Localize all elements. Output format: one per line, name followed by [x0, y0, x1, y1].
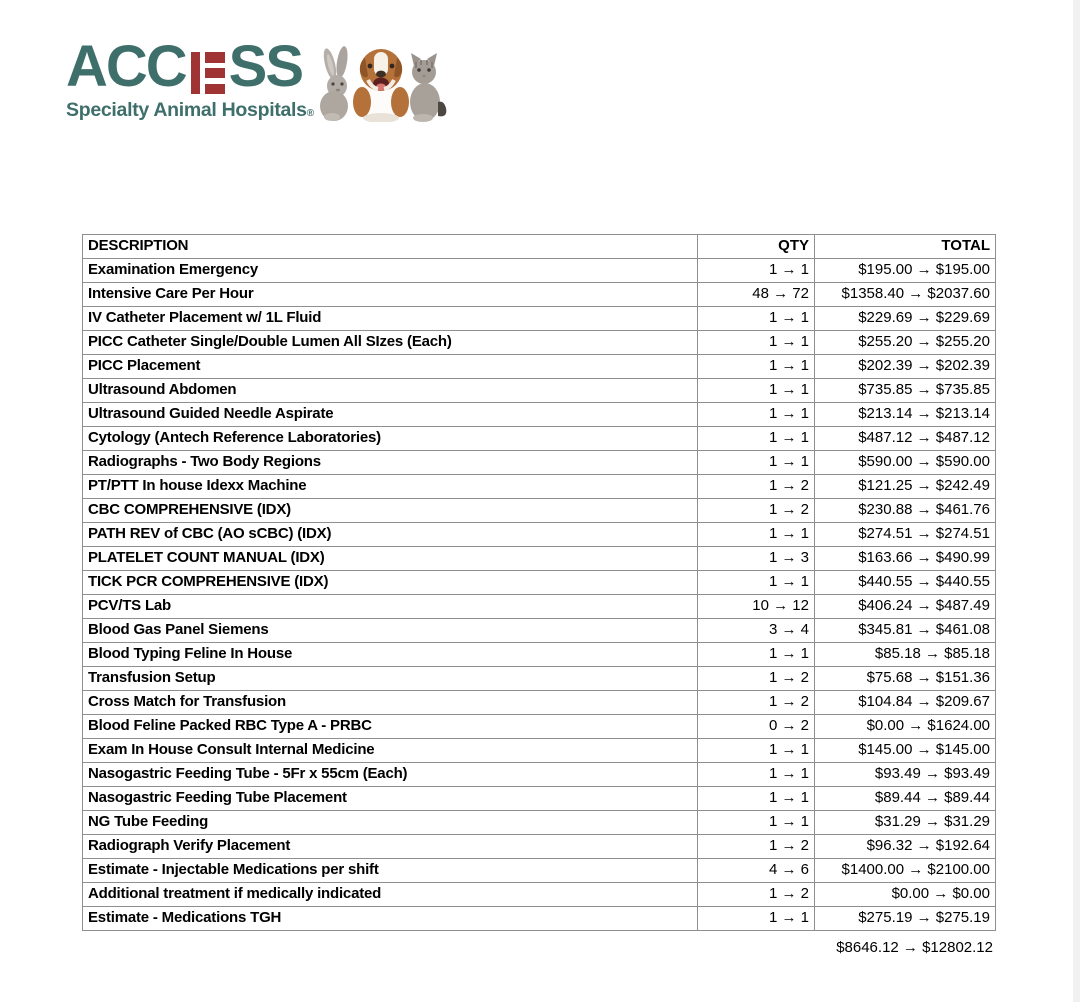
cell-qty: 3 → 4 — [698, 619, 815, 643]
table-row — [83, 595, 996, 619]
cell-total: $96.32 → $192.64 — [815, 835, 996, 859]
table-row — [83, 763, 996, 787]
rabbit-dog-cat-image — [310, 24, 452, 122]
estimate-document — [82, 234, 995, 956]
logo-e-vertical-bar — [191, 52, 200, 94]
cell-description: Ultrasound Guided Needle Aspirate — [83, 403, 698, 427]
estimate-table — [82, 234, 996, 931]
cell-total: $89.44 → $89.44 — [815, 787, 996, 811]
cell-total: $0.00 → $1624.00 — [815, 715, 996, 739]
cell-total: $75.68 → $151.36 — [815, 667, 996, 691]
table-row — [83, 331, 996, 355]
table-row — [83, 619, 996, 643]
cell-description: Examination Emergency — [83, 259, 698, 283]
cell-description: Exam In House Consult Internal Medicine — [83, 739, 698, 763]
header-row — [83, 235, 996, 259]
logo-wordmark-suffix: SS — [228, 34, 303, 99]
cell-description: PLATELET COUNT MANUAL (IDX) — [83, 547, 698, 571]
table-row — [83, 259, 996, 283]
cell-description: PICC Placement — [83, 355, 698, 379]
table-row — [83, 499, 996, 523]
cell-qty: 1 → 1 — [698, 739, 815, 763]
cell-qty: 1 → 1 — [698, 763, 815, 787]
cell-total: $0.00 → $0.00 — [815, 883, 996, 907]
table-row — [83, 859, 996, 883]
cell-qty: 1 → 1 — [698, 571, 815, 595]
cell-description: Transfusion Setup — [83, 667, 698, 691]
cell-total: $145.00 → $145.00 — [815, 739, 996, 763]
cell-description: Radiographs - Two Body Regions — [83, 451, 698, 475]
logo-tagline: Specialty Animal Hospitals® — [66, 99, 314, 121]
cell-total: $202.39 → $202.39 — [815, 355, 996, 379]
table-row — [83, 715, 996, 739]
cell-qty: 1 → 1 — [698, 427, 815, 451]
table-row — [83, 307, 996, 331]
cell-total: $255.20 → $255.20 — [815, 331, 996, 355]
logo-stylized-e — [191, 52, 225, 94]
access-logo — [66, 36, 314, 122]
cell-total: $93.49 → $93.49 — [815, 763, 996, 787]
cell-qty: 1 → 2 — [698, 691, 815, 715]
table-row — [83, 907, 996, 931]
cell-total: $213.14 → $213.14 — [815, 403, 996, 427]
cell-description: TICK PCR COMPREHENSIVE (IDX) — [83, 571, 698, 595]
cell-qty: 1 → 1 — [698, 259, 815, 283]
table-row — [83, 403, 996, 427]
table-row — [83, 379, 996, 403]
cell-qty: 1 → 1 — [698, 523, 815, 547]
cell-qty: 1 → 2 — [698, 883, 815, 907]
column-header-qty: QTY — [698, 235, 815, 259]
registered-trademark-symbol: ® — [306, 108, 314, 119]
table-row — [83, 691, 996, 715]
cell-qty: 1 → 1 — [698, 355, 815, 379]
cell-qty: 1 → 1 — [698, 307, 815, 331]
cell-description: PICC Catheter Single/Double Lumen All SIzes (Each) — [83, 331, 698, 355]
grand-total: $8646.12 → $12802.12 — [836, 939, 993, 956]
cell-total: $229.69 → $229.69 — [815, 307, 996, 331]
table-row — [83, 643, 996, 667]
cell-description: Cytology (Antech Reference Laboratories) — [83, 427, 698, 451]
cell-qty: 1 → 1 — [698, 331, 815, 355]
logo-e-horizontal-bars — [205, 52, 225, 94]
table-row — [83, 787, 996, 811]
cell-qty: 1 → 1 — [698, 451, 815, 475]
column-header-total: TOTAL — [815, 235, 996, 259]
cell-total: $406.24 → $487.49 — [815, 595, 996, 619]
cell-total: $85.18 → $85.18 — [815, 643, 996, 667]
cell-qty: 1 → 2 — [698, 667, 815, 691]
cell-total: $230.88 → $461.76 — [815, 499, 996, 523]
cell-description: Nasogastric Feeding Tube - 5Fr x 55cm (Each) — [83, 763, 698, 787]
cell-description: Estimate - Medications TGH — [83, 907, 698, 931]
cell-qty: 1 → 1 — [698, 403, 815, 427]
cell-qty: 1 → 1 — [698, 907, 815, 931]
cell-qty: 1 → 1 — [698, 787, 815, 811]
logo-wordmark — [66, 34, 314, 99]
cell-description: Blood Typing Feline In House — [83, 643, 698, 667]
cell-total: $104.84 → $209.67 — [815, 691, 996, 715]
cell-qty: 4 → 6 — [698, 859, 815, 883]
cell-total: $345.81 → $461.08 — [815, 619, 996, 643]
table-row — [83, 355, 996, 379]
cell-total: $1400.00 → $2100.00 — [815, 859, 996, 883]
cell-qty: 1 → 1 — [698, 811, 815, 835]
cell-description: Blood Feline Packed RBC Type A - PRBC — [83, 715, 698, 739]
table-row — [83, 835, 996, 859]
cell-description: Cross Match for Transfusion — [83, 691, 698, 715]
cell-qty: 1 → 2 — [698, 835, 815, 859]
cell-qty: 10 → 12 — [698, 595, 815, 619]
table-row — [83, 451, 996, 475]
table-row — [83, 475, 996, 499]
column-header-description: DESCRIPTION — [83, 235, 698, 259]
cell-total: $590.00 → $590.00 — [815, 451, 996, 475]
cell-description: Radiograph Verify Placement — [83, 835, 698, 859]
table-row — [83, 883, 996, 907]
table-row — [83, 811, 996, 835]
cell-total: $735.85 → $735.85 — [815, 379, 996, 403]
cell-total: $1358.40 → $2037.60 — [815, 283, 996, 307]
table-row — [83, 571, 996, 595]
cell-description: Blood Gas Panel Siemens — [83, 619, 698, 643]
cell-description: Additional treatment if medically indicated — [83, 883, 698, 907]
cell-total: $487.12 → $487.12 — [815, 427, 996, 451]
cell-qty: 1 → 1 — [698, 379, 815, 403]
scrollbar-track[interactable] — [1073, 0, 1080, 1002]
cell-total: $31.29 → $31.29 — [815, 811, 996, 835]
table-row — [83, 547, 996, 571]
cell-qty: 0 → 2 — [698, 715, 815, 739]
cell-description: Estimate - Injectable Medications per shift — [83, 859, 698, 883]
cell-description: Nasogastric Feeding Tube Placement — [83, 787, 698, 811]
cell-total: $195.00 → $195.00 — [815, 259, 996, 283]
cell-total: $275.19 → $275.19 — [815, 907, 996, 931]
table-row — [83, 667, 996, 691]
cell-description: Intensive Care Per Hour — [83, 283, 698, 307]
cell-total: $121.25 → $242.49 — [815, 475, 996, 499]
table-header — [83, 235, 996, 259]
cell-total: $440.55 → $440.55 — [815, 571, 996, 595]
cell-description: PCV/TS Lab — [83, 595, 698, 619]
bulldog — [353, 49, 409, 122]
cell-description: PT/PTT In house Idexx Machine — [83, 475, 698, 499]
cell-description: CBC COMPREHENSIVE (IDX) — [83, 499, 698, 523]
cell-total: $274.51 → $274.51 — [815, 523, 996, 547]
table-row — [83, 523, 996, 547]
cell-description: NG Tube Feeding — [83, 811, 698, 835]
table-row — [83, 283, 996, 307]
logo-wordmark-prefix: ACC — [66, 34, 186, 99]
cell-qty: 1 → 2 — [698, 475, 815, 499]
table-body — [83, 259, 996, 931]
table-row — [83, 427, 996, 451]
cell-qty: 1 → 2 — [698, 499, 815, 523]
cell-qty: 1 → 1 — [698, 643, 815, 667]
rabbit — [320, 45, 349, 121]
cell-description: PATH REV of CBC (AO sCBC) (IDX) — [83, 523, 698, 547]
cell-description: IV Catheter Placement w/ 1L Fluid — [83, 307, 698, 331]
cell-total: $163.66 → $490.99 — [815, 547, 996, 571]
cat — [410, 53, 446, 122]
cell-qty: 48 → 72 — [698, 283, 815, 307]
table-row — [83, 739, 996, 763]
cell-qty: 1 → 3 — [698, 547, 815, 571]
cell-description: Ultrasound Abdomen — [83, 379, 698, 403]
animals-illustration — [310, 24, 452, 122]
